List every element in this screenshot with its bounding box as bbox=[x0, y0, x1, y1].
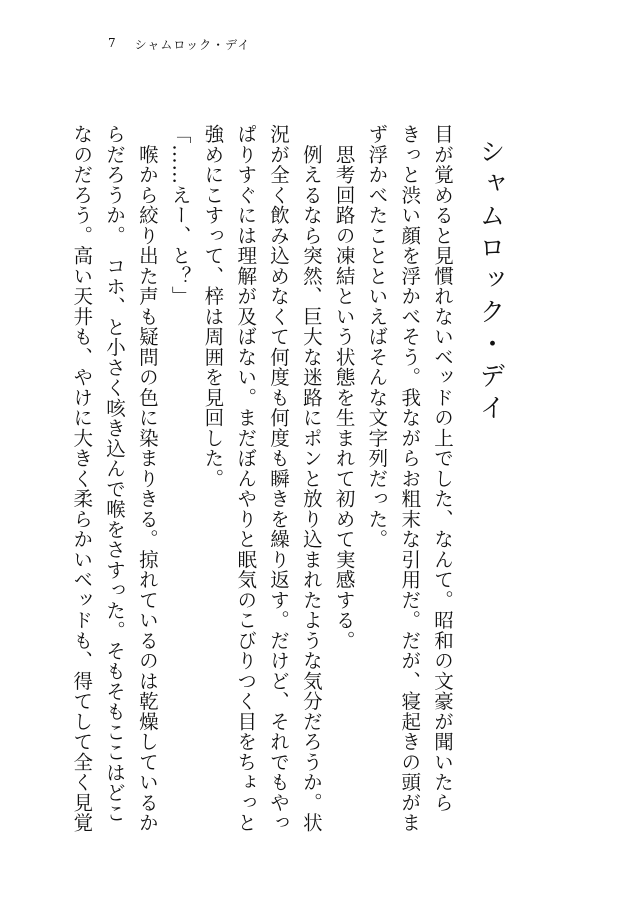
text-line-4: 思考回路の凍結という状態を生まれて初めて実感する。 bbox=[332, 124, 356, 651]
page-number: 7 bbox=[108, 36, 117, 50]
text-line-12: なのだろう。高い天井も、やけに大きく柔らかいベッドも、得てして全く見覚 bbox=[70, 124, 94, 833]
text-line-8: 強めにこすって、梓は周囲を見回した。 bbox=[201, 124, 225, 489]
text-line-11: らだろうか。 コホ、と小さく咳き込んで喉をさすった。そもそもここはどこ bbox=[103, 124, 127, 823]
text-line-1: 目が覚めると見慣れないベッドの上でした、なんて。昭和の文豪が聞いたら bbox=[431, 124, 454, 813]
chapter-title: シャムロック・デイ bbox=[475, 138, 505, 426]
body-text bbox=[70, 124, 458, 833]
text-line-5: 例えるなら突然、巨大な迷路にポンと放り込まれたような気分だろうか。状 bbox=[299, 124, 323, 833]
text-line-3: ず浮かべたことといえばそんな文字列だった。 bbox=[365, 124, 389, 550]
text-line-2: きっと渋い顔を浮かべそう。我ながらお粗末な引用だ。だが、寝起きの頭がま bbox=[398, 124, 422, 833]
text-line-10: 喉から絞り出た声も疑問の色に染まりきる。掠れているのは乾燥しているか bbox=[135, 124, 159, 833]
running-title: シャムロック・デイ bbox=[134, 38, 251, 52]
dialogue-line: 「……えー、と？」 bbox=[168, 124, 192, 307]
running-header bbox=[108, 36, 250, 53]
text-line-6: 況が全く飲み込めなくて何度も何度も瞬きを繰り返す。だけど、それでもやっ bbox=[267, 124, 291, 833]
text-line-7: ぱりすぐには理解が及ばない。まだぼんやりと眠気のこびりつく目をちょっと bbox=[234, 124, 258, 833]
